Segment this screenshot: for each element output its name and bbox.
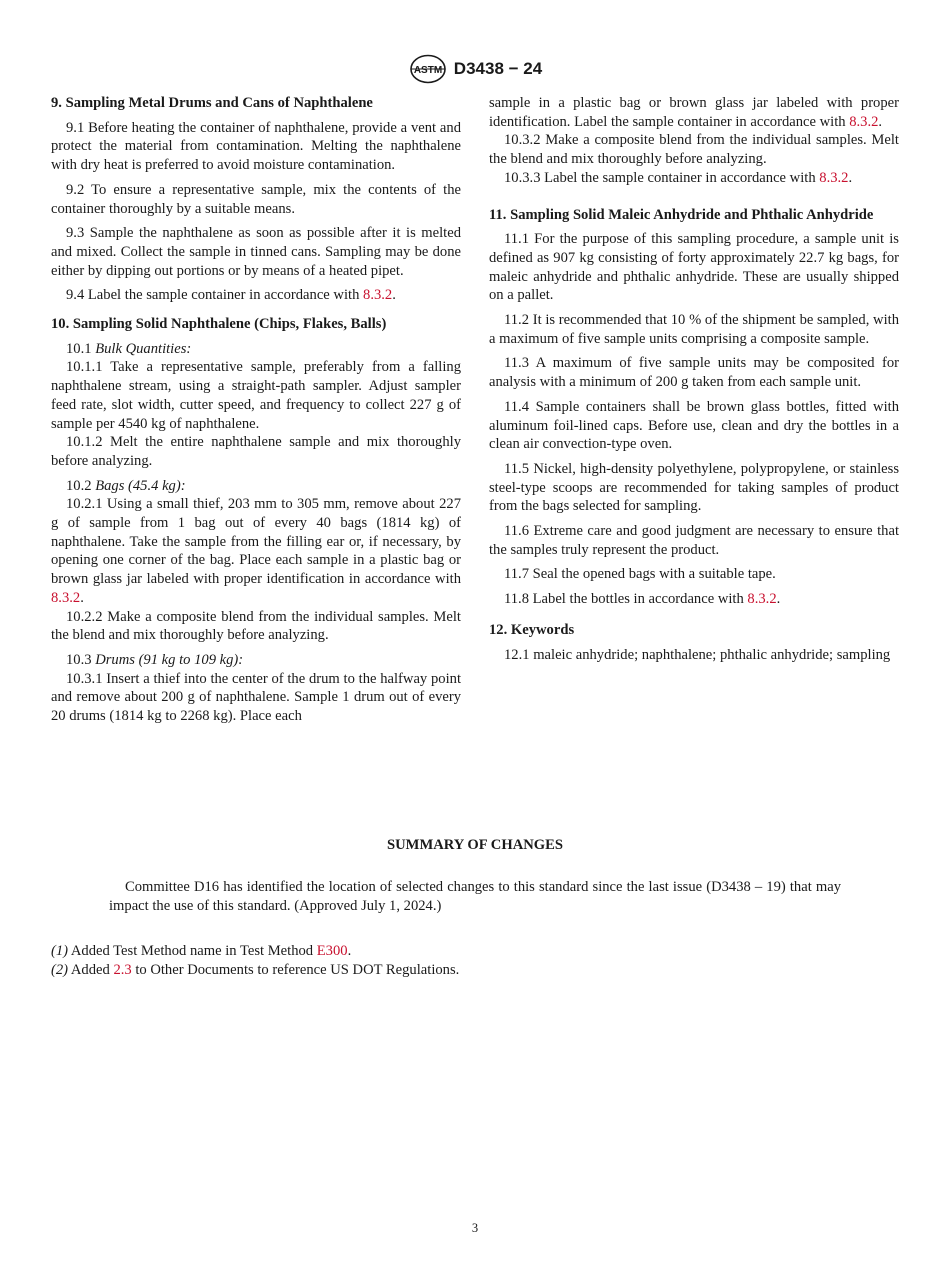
paragraph-11-1: 11.1 For the purpose of this sampling procedure, a sample unit is defined as 907 kg consisting of forty approximately 22.7 kg bags, for maleic anhydride and phthalic anhydride. These are usually shipped on a pallet.	[489, 231, 899, 304]
reference-link-2-3[interactable]: 2.3	[113, 961, 132, 978]
page-header	[0, 54, 950, 84]
section-10-heading: 10. Sampling Solid Naphthalene (Chips, Flakes, Balls)	[51, 316, 387, 333]
change-item: (1) Added Test Method name in Test Method E300.	[51, 943, 352, 959]
astm-logo-icon	[408, 54, 448, 84]
paragraph-9-2: 9.2 To ensure a representative sample, mix the contents of the container thoroughly by a suitable means.	[51, 181, 461, 217]
reference-link-8-3-2[interactable]: 8.3.2	[363, 287, 393, 304]
paragraph-11-8: 11.8 Label the bottles in accordance with 8.3.2.	[504, 591, 781, 608]
paragraph-9-3: 9.3 Sample the naphthalene as soon as possible after it is melted and mixed. Collect the sample in tinned cans. Sampling may be done either by dipping out portions or by means of a heated pipet.	[51, 225, 461, 279]
reference-link-8-3-2[interactable]: 8.3.2	[51, 589, 81, 606]
paragraph-9-1: 9.1 Before heating the container of naphthalene, provide a vent and protect the material from contamination. Melting the naphthalene with dry heat is preferred to avoid moisture contamination.	[51, 119, 461, 174]
paragraph-11-2: 11.2 It is recommended that 10 % of the shipment be sampled, with a maximum of five sample units comprising a composite sample.	[489, 312, 899, 347]
changes-list	[51, 942, 461, 979]
summary-of-changes-title: SUMMARY OF CHANGES	[387, 837, 563, 853]
reference-link-8-3-2[interactable]: 8.3.2	[747, 591, 777, 608]
section-11-heading: 11. Sampling Solid Maleic Anhydride and Phthalic Anhydride	[489, 206, 874, 223]
paragraph-10-3: 10.3 Drums (91 kg to 109 kg):	[66, 651, 244, 668]
reference-link-e300[interactable]: E300	[316, 943, 348, 959]
paragraph-10-3-2: 10.3.2 Make a composite blend from the individual samples. Melt the blend and mix thoroughly before analyzing.	[489, 132, 899, 168]
summary-of-changes-body: Committee D16 has identified the location of selected changes to this standard since the last issue (D3438 – 19) that may impact the use of this standard. (Approved July 1, 2024.)	[109, 879, 841, 914]
paragraph-10-2-1: 10.2.1 Using a small thief, 203 mm to 305 mm, remove about 227 g of sample from 1 bag out of every 40 bags (1814 kg) of naphthalene. Take the sample from the filling ear or, if necessary, by opening one corner of the bag. Place each sample in a plastic bag or brown glass jar labeled with proper identification in accordance with 8.3.2.	[51, 496, 461, 606]
paragraph-10-3-1: 10.3.1 Insert a thief into the center of the drum to the halfway point and remove about 200 g of naphthalene. Sample 1 drum out of every 20 drums (1814 kg to 2268 kg). Place each	[51, 670, 461, 725]
paragraph-9-4: 9.4 Label the sample container in accordance with 8.3.2.	[66, 287, 396, 304]
paragraph-10-1-1: 10.1.1 Take a representative sample, preferably from a falling naphthalene stream, using a straight-path sampler. Adjust sampler feed rate, slot width, cutter speed, and frequency to collect 227 g of sample per 4540 kg of naphthalene.	[51, 359, 461, 432]
paragraph-10-3-3: 10.3.3 Label the sample container in accordance with 8.3.2.	[504, 169, 853, 186]
reference-link-8-3-2[interactable]: 8.3.2	[849, 113, 879, 130]
paragraph-10-2-2: 10.2.2 Make a composite blend from the individual samples. Melt the blend and mix thoroughly before analyzing.	[51, 608, 461, 644]
document-designation: D3438 − 24	[453, 59, 543, 78]
right-column	[489, 94, 899, 664]
reference-link-8-3-2[interactable]: 8.3.2	[819, 169, 849, 186]
paragraph-11-5: 11.5 Nickel, high-density polyethylene, polypropylene, or stainless steel-type scoops are recommended for taking samples of product from the bags selected for sampling.	[489, 460, 899, 515]
paragraph-10-1-2: 10.1.2 Melt the entire naphthalene sample and mix thoroughly before analyzing.	[51, 434, 461, 469]
paragraph-11-7: 11.7 Seal the opened bags with a suitable tape.	[504, 566, 776, 583]
svg-text:ASTM: ASTM	[413, 65, 442, 76]
left-column	[51, 94, 461, 726]
paragraph-10-1: 10.1 Bulk Quantities:	[66, 340, 192, 357]
section-9-heading: 9. Sampling Metal Drums and Cans of Naphthalene	[51, 95, 373, 111]
section-12-heading: 12. Keywords	[489, 621, 575, 638]
paragraph-10-3-1-continued: sample in a plastic bag or brown glass jar labeled with proper identification. Label the sample container in accordance with 8.3.2.	[489, 95, 899, 130]
paragraph-12-1: 12.1 maleic anhydride; naphthalene; phthalic anhydride; sampling	[504, 646, 891, 663]
paragraph-11-3: 11.3 A maximum of five sample units may be composited for analysis with a minimum of 200 g taken from each sample unit.	[489, 355, 899, 391]
change-item: (2) Added 2.3 to Other Documents to reference US DOT Regulations.	[51, 961, 460, 978]
paragraph-10-2: 10.2 Bags (45.4 kg):	[66, 477, 186, 494]
paragraph-11-4: 11.4 Sample containers shall be brown glass bottles, fitted with aluminum foil-lined caps. Before use, clean and dry the bottles in a clean air convection-type oven.	[489, 398, 899, 453]
paragraph-11-6: 11.6 Extreme care and good judgment are necessary to ensure that the samples truly represent the product.	[489, 523, 899, 558]
page-number: 3	[471, 1221, 479, 1235]
